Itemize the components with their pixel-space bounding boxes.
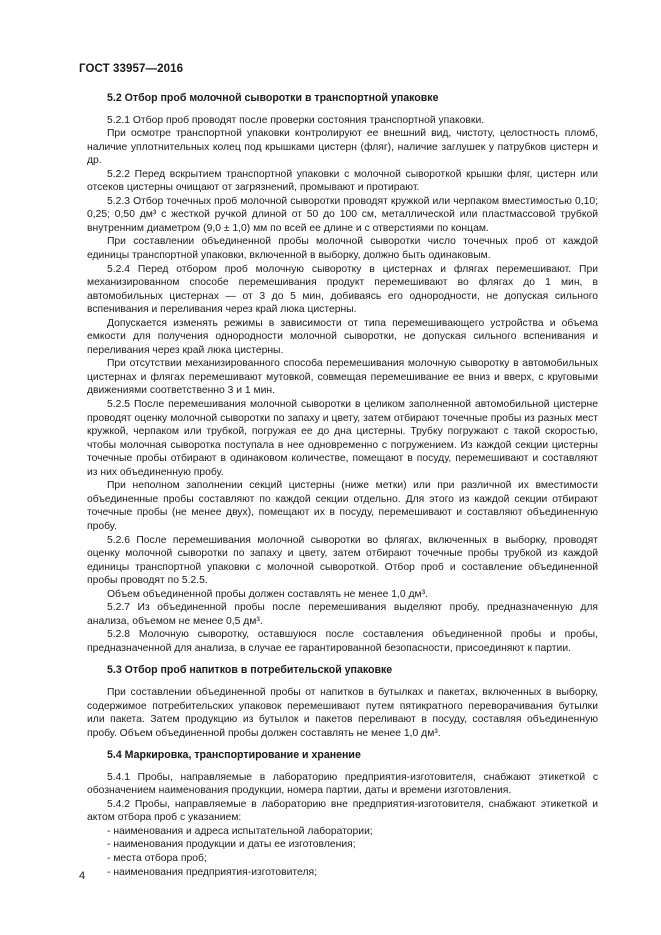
paragraph: При осмотре транспортной упаковки контролируют ее внешний вид, чистоту, целостность пломб, наличие уплотнительных колец под крышками цистерн (фляг), наличие заглушек у патрубков цистерн и др.: [87, 128, 598, 167]
paragraph: 5.2.4 Перед отбором проб молочную сыворотку в цистернах и флягах перемешивают. При механизированном способе перемешивания продукт перемешивают во флягах до 1 мин, в автомобильных цистернах — от 3 до 5 мин, добиваясь его однородности, не допуская сильного вспенивания и переливания через край люка цистерны.: [87, 263, 598, 316]
paragraph: 5.2.8 Молочную сыворотку, оставшуюся после составления объединенной пробы и пробы, предназначенной для анализа, в случае ее гарантированной безопасности, присоединяют к партии.: [87, 629, 598, 654]
paragraph: 5.2.3 Отбор точечных проб молочной сыворотки проводят кружкой или черпаком вместимостью 0,10; 0,25; 0,50 дм³ с жесткой ручкой длиной от 50 до 100 см, металлической или пластмассовой трубкой внутренним диаметром (9,0 ± 1,0) мм по всей ее длине и с отверстиями по концам.: [87, 195, 598, 234]
paragraph: 5.4.1 Пробы, направляемые в лабораторию предприятия-изготовителя, снабжают этикеткой с обозначением наименования продукции, номера партии, даты и времени изготовления.: [87, 771, 598, 797]
list-item: - наименования продукции и даты ее изготовления;: [107, 839, 356, 851]
paragraph: 5.2.6 После перемешивания молочной сыворотки во флягах, включенных в выборку, проводят оценку молочной сыворотки по запаху и цвету, затем отбирают точечные пробы трубкой из каждой единицы транспортной упаковки с молочной сывороткой. Отбор проб и составление объединенной пробы проводят по 5.2.5.: [87, 534, 598, 587]
paragraph: 5.2.5 После перемешивания молочной сыворотки в целиком заполненной автомобильной цистерне проводят оценку молочной сыворотки по запаху и цвету, затем отбирают точечные пробы из разных мест кружкой, черпаком или трубкой, погружая ее до дна цистерны. Трубку погружают с такой скоростью, чтобы молочная сыворотка поступала в нее одновременно с погружением. Из каждой секции цистерны точечные пробы отбирают в одинаковом количестве, помещают в посуду, перемешивают и составляют из них объединенную пробу.: [87, 399, 598, 478]
paragraph: При составлении объединенной пробы молочной сыворотки число точечных проб от каждой единицы транспортной упаковки, включенной в выборку, должно быть одинаковым.: [87, 236, 598, 262]
list-item: - места отбора проб;: [107, 852, 207, 864]
paragraph: 5.2.7 Из объединенной пробы после перемешивания выделяют пробу, предназначенную для анализа, объемом не менее 0,5 дм³.: [87, 602, 598, 627]
paragraph: При неполном заполнении секций цистерны (ниже метки) или при различной их вместимости объединенные пробы составляют по каждой секции отдельно. Для этого из каждой секции отбирают точечные пробы (не менее двух), помещают их в посуду, перемешивают и составляют объединенную пробу.: [87, 480, 598, 532]
paragraph: 5.2.2 Перед вскрытием транспортной упаковки с молочной сывороткой крышки фляг, цистерн или отсеков цистерны очищают от загрязнений, промывают и протирают.: [87, 168, 598, 194]
list-item: - наименования и адреса испытательной лаборатории;: [107, 825, 373, 837]
page-number: 4: [79, 870, 86, 882]
section-heading-5-3: 5.3 Отбор проб напитков в потребительской упаковке: [107, 664, 393, 677]
paragraph: Объем объединенной пробы должен составлять не менее 1,0 дм³.: [107, 588, 428, 600]
list-item: - наименования предприятия-изготовителя;: [107, 866, 317, 878]
paragraph: 5.4.2 Пробы, направляемые в лабораторию вне предприятия-изготовителя, снабжают этикеткой и актом отбора проб с указанием:: [87, 798, 598, 824]
page-body: [87, 92, 598, 879]
paragraph: Допускается изменять режимы в зависимости от типа перемешивающего устройства и объема емкости для получения однородности молочной сыворотки, не допуская сильного вспенивания и переливания через край люка цистерны.: [87, 317, 598, 356]
paragraph: При отсутствии механизированного способа перемешивания молочную сыворотку в автомобильных цистернах и флягах перемешивают мутовкой, совмещая перемешивание ее вниз и вверх, с круговыми движениями соответственно 3 и 1 мин.: [87, 358, 598, 397]
document-standard-header: ГОСТ 33957—2016: [79, 63, 184, 75]
section-heading-5-4: 5.4 Маркировка, транспортирование и хранение: [107, 749, 361, 762]
label-requirements-list: [87, 825, 598, 879]
section-heading-5-2: 5.2 Отбор проб молочной сыворотки в транспортной упаковке: [107, 92, 439, 104]
paragraph: 5.2.1 Отбор проб проводят после проверки состояния транспортной упаковки.: [107, 114, 485, 126]
paragraph: При составлении объединенной пробы от напитков в бутылках и пакетах, включенных в выборку, содержимое потребительских упаковок перемешивают путем пятикратного переворачивания бутылки или пакета. Затем продукцию из бутылок и пакетов переливают в посуду, составляя объединенную пробу. Объем объединенной пробы должен составлять не менее 1,0 дм³.: [87, 686, 598, 739]
